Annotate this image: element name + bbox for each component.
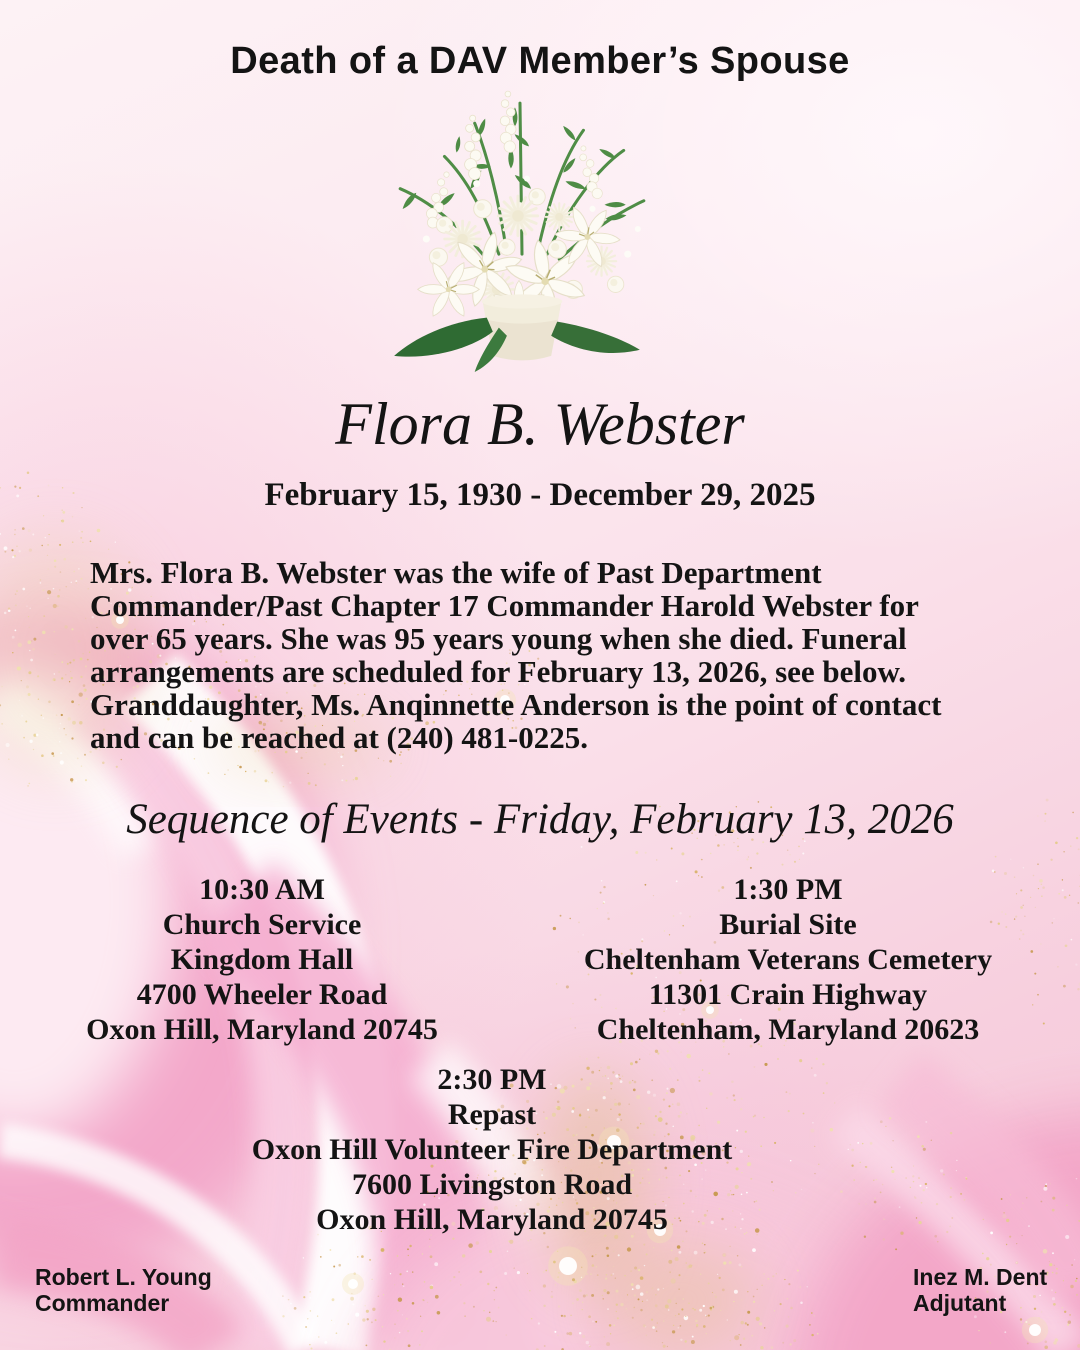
event-address: 11301 Crain Highway [648, 978, 928, 1011]
event-name: Burial Site [719, 908, 857, 941]
deceased-name: Flora B. Webster [335, 391, 745, 457]
signatory-left [35, 1264, 212, 1316]
page-title: Death of a DAV Member’s Spouse [230, 40, 850, 82]
events-heading: Sequence of Events - Friday, February 13, 2026 [126, 796, 954, 843]
signatory-right [913, 1264, 1047, 1316]
event-city: Cheltenham, Maryland 20623 [596, 1013, 980, 1046]
event-address: 7600 Livingston Road [351, 1168, 633, 1201]
event-name: Church Service [162, 908, 362, 941]
signatory-title: Commander [35, 1290, 170, 1316]
announcement-line: Commander/Past Chapter 17 Commander Harold Webster for [90, 588, 919, 623]
deceased-dates: February 15, 1930 - December 29, 2025 [264, 477, 816, 513]
event-time: 2:30 PM [437, 1063, 547, 1096]
event-venue: Cheltenham Veterans Cemetery [583, 943, 993, 976]
event-burial-site [538, 872, 1038, 1047]
signatory-name: Inez M. Dent [913, 1264, 1048, 1290]
funeral-flowers-image [386, 88, 658, 385]
signatory-name: Robert L. Young [35, 1264, 212, 1290]
announcement-text [90, 556, 941, 754]
announcement-line: arrangements are scheduled for February 13, 2026, see below. [90, 654, 906, 689]
announcement-line: over 65 years. She was 95 years young when she died. Funeral [90, 621, 907, 656]
event-time: 1:30 PM [733, 873, 843, 906]
announcement-line: Granddaughter, Ms. Anqinnette Anderson is the point of contact [90, 687, 942, 722]
event-address: 4700 Wheeler Road [136, 978, 388, 1011]
event-venue: Kingdom Hall [170, 943, 354, 976]
announcement-line: and can be reached at (240) 481-0225. [90, 720, 588, 755]
event-city: Oxon Hill, Maryland 20745 [86, 1013, 438, 1046]
event-repast [242, 1062, 742, 1237]
signatory-title: Adjutant [913, 1290, 1007, 1316]
event-church-service [12, 872, 512, 1047]
event-time: 10:30 AM [199, 873, 325, 906]
event-name: Repast [447, 1098, 537, 1131]
announcement-line: Mrs. Flora B. Webster was the wife of Past Department [90, 555, 822, 590]
event-venue: Oxon Hill Volunteer Fire Department [251, 1133, 733, 1166]
event-city: Oxon Hill, Maryland 20745 [316, 1203, 668, 1236]
